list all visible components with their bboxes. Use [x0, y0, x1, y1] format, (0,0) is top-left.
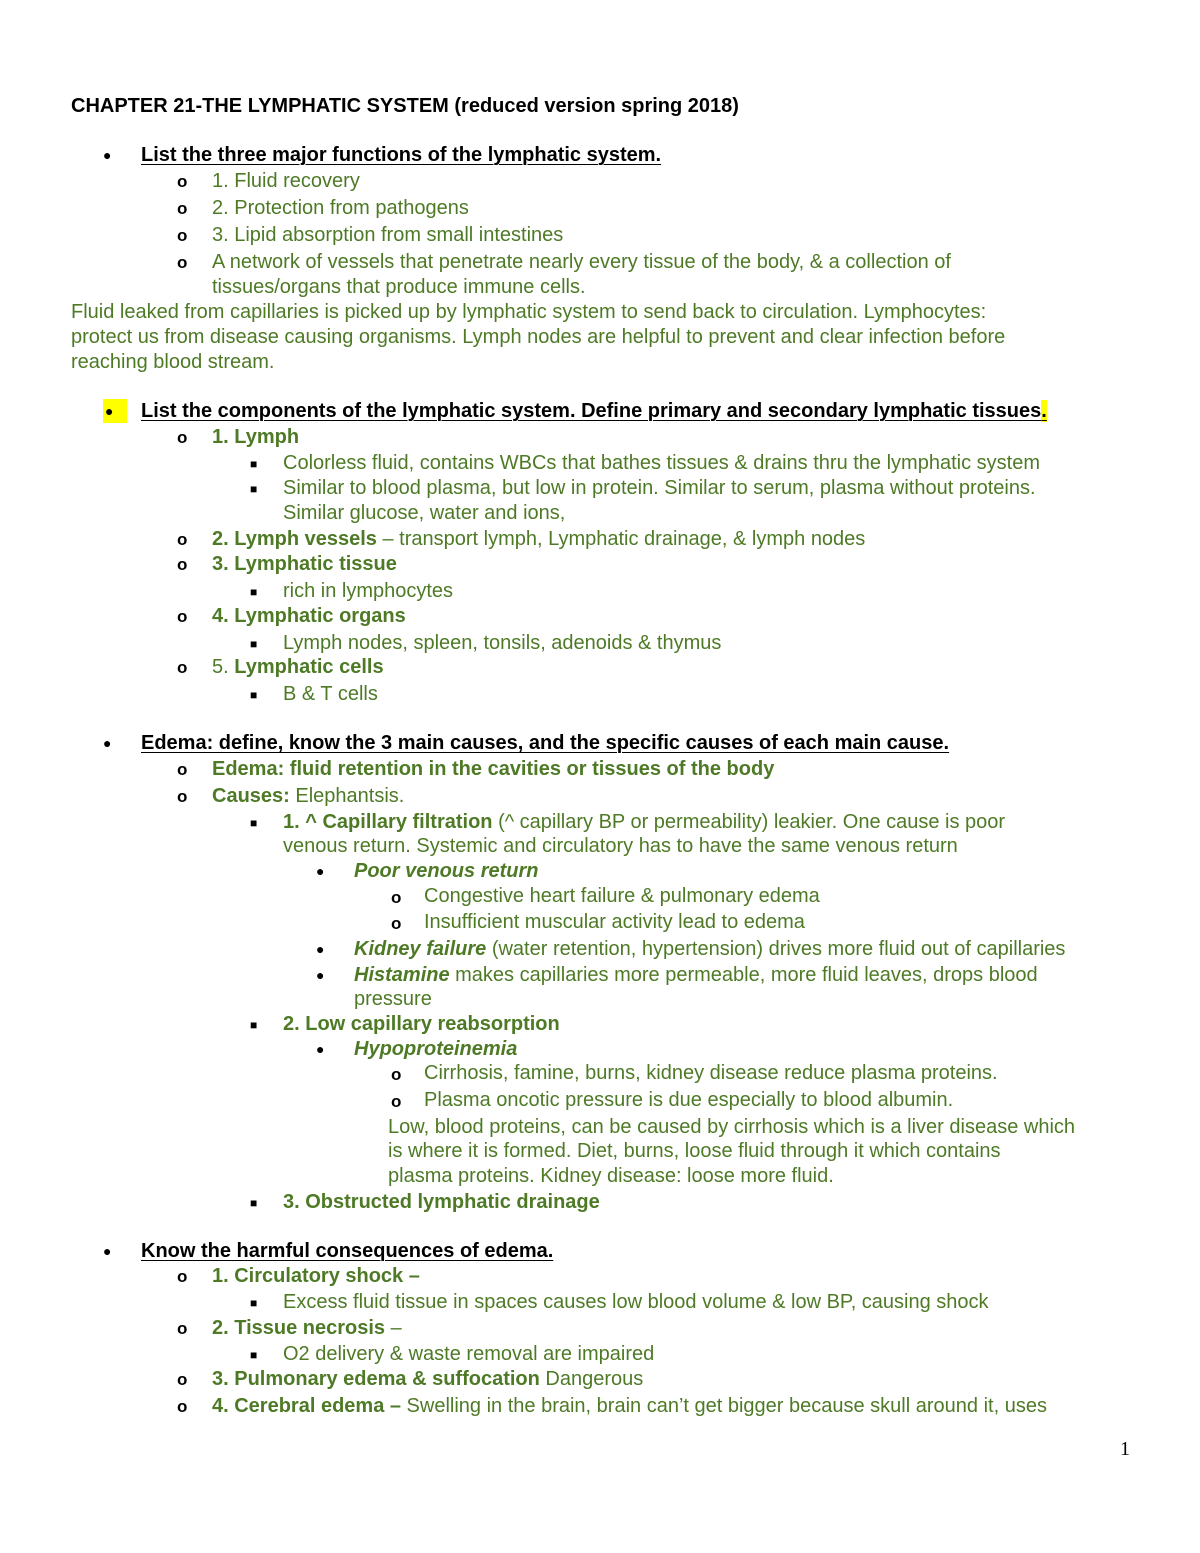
functions-note-line: protect us from disease causing organisms. Lymph nodes are helpful to prevent and clear infection before — [71, 326, 1006, 348]
function-item-continued: tissues/organs that produce immune cells. — [212, 276, 586, 298]
causes-label: Causes: — [212, 785, 290, 807]
square-bullet-icon: ■ — [250, 688, 258, 702]
page-title: CHAPTER 21-THE LYMPHATIC SYSTEM (reduced version spring 2018) — [71, 95, 739, 117]
circle-o-icon: o — [177, 1397, 188, 1416]
kidney-label: Kidney failure — [354, 938, 487, 960]
question-components-text: List the components of the lymphatic system. Define primary and secondary lymphatic tissues — [141, 400, 1042, 422]
circle-o-icon: o — [177, 1370, 188, 1389]
causes-text: Elephantsis. — [289, 785, 405, 807]
cause-capillary-filtration — [283, 810, 1005, 834]
histamine-label: Histamine — [354, 964, 450, 986]
bullet-icon: ● — [103, 735, 112, 751]
circle-o-icon: o — [177, 607, 188, 626]
bullet-icon: ● — [103, 147, 112, 163]
component-lymph: 1. Lymph — [212, 426, 300, 448]
circle-o-icon: o — [391, 1092, 402, 1111]
pulmonary-title: 3. Pulmonary edema & suffocation — [212, 1368, 540, 1390]
bullet-icon: ● — [316, 967, 325, 983]
necrosis-detail: O2 delivery & waste removal are impaired — [283, 1343, 655, 1365]
poor-venous-item: Insufficient muscular activity lead to edema — [424, 911, 805, 933]
pulmonary-text: Dangerous — [539, 1368, 644, 1390]
hypoproteinemia: Hypoproteinemia — [354, 1038, 518, 1060]
cerebral-text: Swelling in the brain, brain can’t get bigger because skull around it, uses — [401, 1395, 1047, 1417]
circle-o-icon: o — [177, 1267, 188, 1286]
cerebral-title: 4. Cerebral edema – — [212, 1395, 401, 1417]
consequence-shock: 1. Circulatory shock – — [212, 1265, 420, 1287]
hypoproteinemia-note: Low, blood proteins, can be caused by cirrhosis which is a liver disease which — [388, 1116, 1076, 1138]
square-bullet-icon: ■ — [250, 457, 258, 471]
cells-number: 5. — [212, 656, 235, 678]
lymph-detail: Similar to blood plasma, but low in protein. Similar to serum, plasma without proteins. — [283, 477, 1036, 499]
question-consequences: Know the harmful consequences of edema. — [141, 1240, 554, 1262]
hypoproteinemia-note: plasma proteins. Kidney disease: loose more fluid. — [388, 1165, 834, 1187]
cells-title: Lymphatic cells — [234, 656, 384, 678]
lymph-detail: Colorless fluid, contains WBCs that bathes tissues & drains thru the lymphatic system — [283, 452, 1040, 474]
function-item: A network of vessels that penetrate nearly every tissue of the body, & a collection of — [212, 251, 951, 273]
function-item: 3. Lipid absorption from small intestines — [212, 224, 564, 246]
circle-o-icon: o — [177, 760, 188, 779]
cause1-continued: venous return. Systemic and circulatory has to have the same venous return — [283, 835, 958, 857]
functions-note-line: Fluid leaked from capillaries is picked up by lymphatic system to send back to circulation. Lymphocytes: — [71, 301, 987, 323]
vessels-title: 2. Lymph vessels — [212, 528, 377, 550]
kidney-text: (water retention, hypertension) drives more fluid out of capillaries — [486, 938, 1066, 960]
poor-venous-item: Congestive heart failure & pulmonary edema — [424, 885, 820, 907]
function-item: 2. Protection from pathogens — [212, 197, 469, 219]
hypoproteinemia-item: Cirrhosis, famine, burns, kidney disease reduce plasma proteins. — [424, 1062, 998, 1084]
highlighted-period: . — [1041, 400, 1047, 422]
bullet-icon: ● — [316, 1041, 325, 1057]
consequence-necrosis — [212, 1316, 402, 1340]
histamine-text: makes capillaries more permeable, more fluid leaves, drops blood — [449, 964, 1038, 986]
question-edema: Edema: define, know the 3 main causes, and the specific causes of each main cause. — [141, 732, 950, 754]
bullet-icon: ● — [316, 863, 325, 879]
kidney-failure — [354, 937, 1065, 961]
consequence-pulmonary — [212, 1367, 643, 1391]
circle-o-icon: o — [391, 888, 402, 907]
bullet-icon: ● — [316, 941, 325, 957]
cells-detail: B & T cells — [283, 683, 378, 705]
square-bullet-icon: ■ — [250, 1348, 258, 1362]
component-tissue: 3. Lymphatic tissue — [212, 553, 397, 575]
bullet-icon: ● — [103, 1243, 112, 1259]
circle-o-icon: o — [391, 1065, 402, 1084]
function-item: 1. Fluid recovery — [212, 170, 360, 192]
component-vessels — [212, 527, 865, 551]
organs-detail: Lymph nodes, spleen, tonsils, adenoids & thymus — [283, 632, 722, 654]
consequence-cerebral — [212, 1394, 1047, 1418]
square-bullet-icon: ■ — [250, 1018, 258, 1032]
circle-o-icon: o — [177, 658, 188, 677]
page-number: 1 — [1120, 1438, 1130, 1460]
cause1-text: (^ capillary BP or permeability) leakier. One cause is poor — [492, 811, 1006, 833]
necrosis-title: 2. Tissue necrosis — [212, 1317, 386, 1339]
cause-low-reabsorption: 2. Low capillary reabsorption — [283, 1013, 560, 1035]
square-bullet-icon: ■ — [250, 1296, 258, 1310]
cause1-title: 1. ^ Capillary filtration — [283, 811, 493, 833]
circle-o-icon: o — [177, 199, 188, 218]
hypoproteinemia-note: is where it is formed. Diet, burns, loose fluid through it which contains — [388, 1140, 1001, 1162]
square-bullet-icon: ■ — [250, 637, 258, 651]
histamine — [354, 963, 1038, 987]
edema-definition: Edema: fluid retention in the cavities or tissues of the body — [212, 758, 775, 780]
circle-o-icon: o — [177, 787, 188, 806]
square-bullet-icon: ■ — [250, 816, 258, 830]
bullet-icon: ● — [103, 399, 127, 423]
tissue-detail: rich in lymphocytes — [283, 580, 454, 602]
question-functions: List the three major functions of the lymphatic system. — [141, 144, 662, 166]
circle-o-icon: o — [391, 914, 402, 933]
square-bullet-icon: ■ — [250, 585, 258, 599]
functions-note-line: reaching blood stream. — [71, 351, 275, 373]
square-bullet-icon: ■ — [250, 1196, 258, 1210]
vessels-desc: – transport lymph, Lymphatic drainage, & lymph nodes — [376, 528, 866, 550]
cause-obstructed-drainage: 3. Obstructed lymphatic drainage — [283, 1191, 600, 1213]
circle-o-icon: o — [177, 555, 188, 574]
poor-venous-return: Poor venous return — [354, 860, 539, 882]
shock-detail: Excess fluid tissue in spaces causes low blood volume & low BP, causing shock — [283, 1291, 989, 1313]
lymph-detail-continued: Similar glucose, water and ions, — [283, 502, 566, 524]
square-bullet-icon: ■ — [250, 482, 258, 496]
histamine-continued: pressure — [354, 988, 432, 1010]
edema-causes — [212, 784, 404, 808]
hypoproteinemia-item: Plasma oncotic pressure is due especially to blood albumin. — [424, 1089, 954, 1111]
necrosis-dash: – — [385, 1317, 402, 1339]
circle-o-icon: o — [177, 172, 188, 191]
component-organs: 4. Lymphatic organs — [212, 605, 406, 627]
component-cells — [212, 655, 384, 679]
circle-o-icon: o — [177, 253, 188, 272]
circle-o-icon: o — [177, 1319, 188, 1338]
question-components — [141, 399, 1047, 423]
circle-o-icon: o — [177, 530, 188, 549]
circle-o-icon: o — [177, 226, 188, 245]
circle-o-icon: o — [177, 428, 188, 447]
